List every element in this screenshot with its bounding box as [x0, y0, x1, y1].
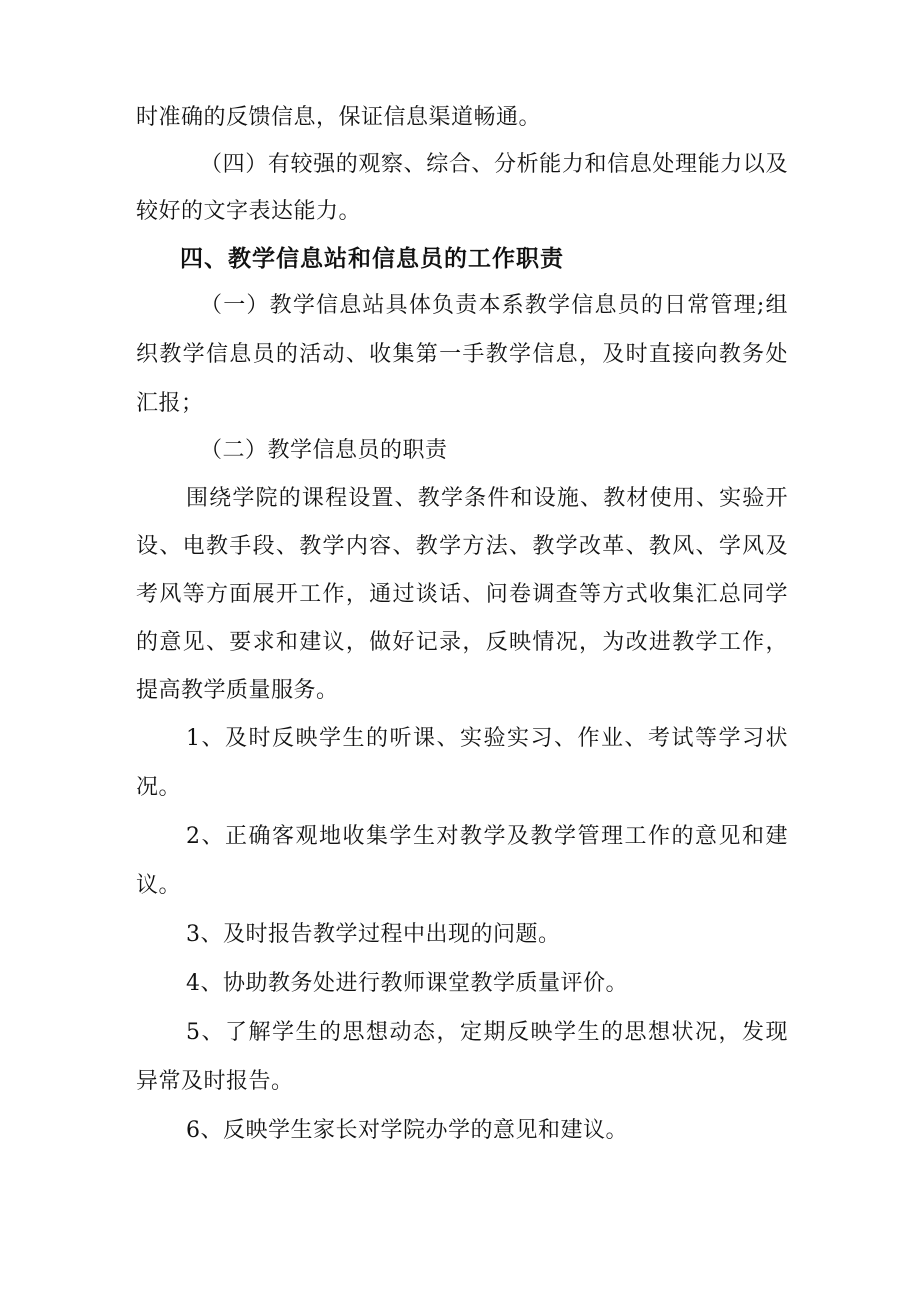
- paragraph-line: 时准确的反馈信息，保证信息渠道畅通。: [136, 105, 542, 130]
- paragraph-line: 议。: [136, 873, 182, 898]
- paragraph-line: 3、及时报告教学过程中出现的问题。: [186, 922, 561, 947]
- paragraph-line: 织教学信息员的活动、收集第一手教学信息，及时直接向教务处: [136, 342, 788, 367]
- paragraph-line: 考风等方面展开工作，通过谈话、问卷调查等方式收集汇总同学: [136, 582, 788, 607]
- paragraph-line: 4、协助教务处进行教师课堂教学质量评价。: [186, 971, 628, 996]
- paragraph-line: 异常及时报告。: [136, 1069, 294, 1094]
- paragraph-line: 围绕学院的课程设置、教学条件和设施、教材使用、实验开: [186, 486, 788, 511]
- paragraph-line: （二）教学信息员的职责: [200, 438, 448, 463]
- paragraph-line: 6、反映学生家长对学院办学的意见和建议。: [186, 1118, 628, 1143]
- section-heading: 四、教学信息站和信息员的工作职责: [180, 246, 564, 272]
- paragraph-line: （四）有较强的观察、综合、分析能力和信息处理能力以及: [200, 152, 788, 177]
- paragraph-line: （一）教学信息站具体负责本系教学信息员的日常管理;组: [200, 293, 788, 318]
- paragraph-line: 提高教学质量服务。: [136, 678, 339, 703]
- paragraph-line: 的意见、要求和建议，做好记录，反映情况，为改进教学工作，: [136, 630, 788, 655]
- paragraph-line: 2、正确客观地收集学生对教学及教学管理工作的意见和建: [186, 824, 788, 849]
- paragraph-line: 况。: [136, 775, 182, 800]
- paragraph-line: 5、了解学生的思想动态，定期反映学生的思想状况，发现: [186, 1020, 788, 1045]
- paragraph-line: 较好的文字表达能力。: [136, 199, 362, 224]
- paragraph-line: 汇报；: [136, 391, 204, 416]
- paragraph-line: 设、电教手段、教学内容、教学方法、教学改革、教风、学风及: [136, 534, 788, 559]
- paragraph-line: 1、及时反映学生的听课、实验实习、作业、考试等学习状: [186, 726, 788, 751]
